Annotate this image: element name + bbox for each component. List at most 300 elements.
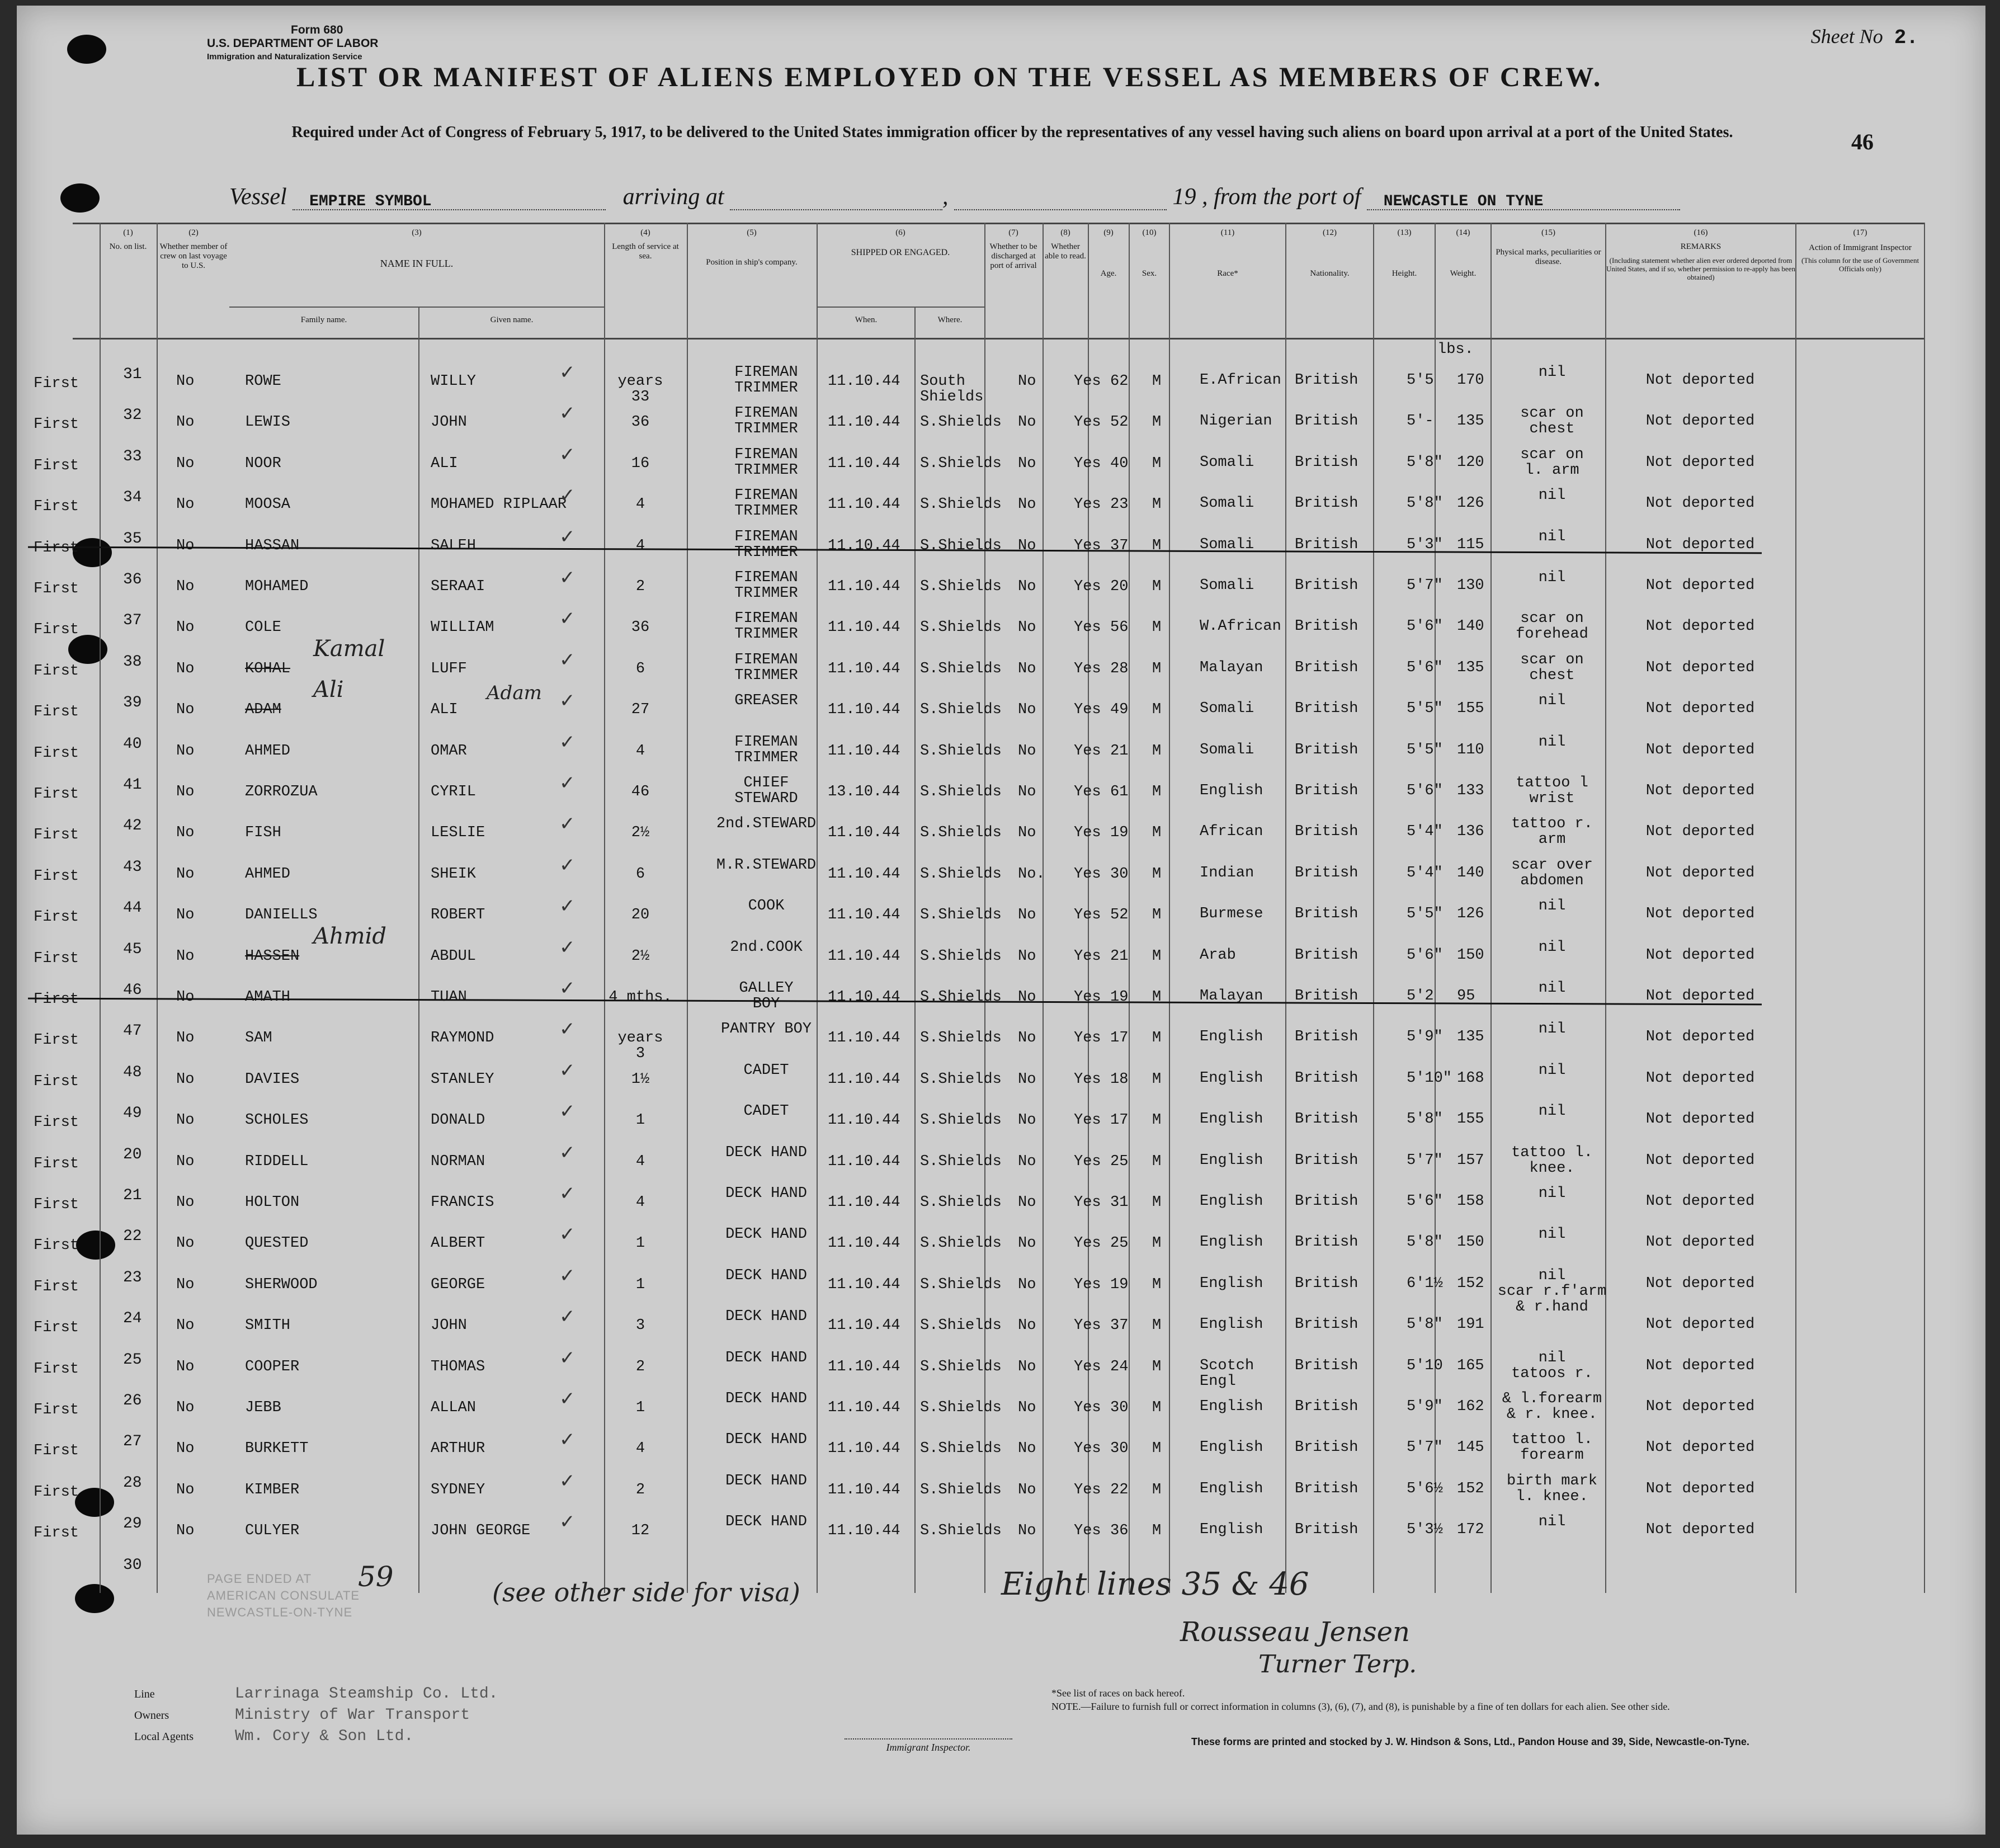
row-able-to-read: Yes bbox=[1074, 948, 1101, 965]
row-sex: M bbox=[1152, 538, 1162, 554]
row-remarks: Not deported bbox=[1645, 1275, 1755, 1292]
row-weight: 120 bbox=[1457, 454, 1484, 471]
row-shipped-when: 11.10.44 bbox=[828, 1317, 900, 1334]
row-discharge: No bbox=[1018, 784, 1036, 800]
table-row bbox=[34, 357, 1924, 406]
row-given-name: JOHN GEORGE bbox=[431, 1522, 531, 1539]
row-weight: 172 bbox=[1457, 1521, 1484, 1538]
row-race: English bbox=[1200, 1481, 1263, 1497]
row-race: English bbox=[1200, 1029, 1263, 1045]
row-physical-marks: nil bbox=[1538, 1514, 1566, 1530]
row-weight: 140 bbox=[1457, 865, 1484, 881]
row-number: 35 bbox=[123, 530, 142, 548]
row-sex: M bbox=[1152, 907, 1162, 923]
row-discharge: No bbox=[1018, 1112, 1036, 1129]
row-shipped-where: S.Shields bbox=[920, 784, 1002, 800]
row-family-name: LEWIS bbox=[245, 414, 291, 431]
row-family-name: SHERWOOD bbox=[245, 1276, 318, 1293]
row-given-name: TUAN bbox=[431, 989, 467, 1006]
row-physical-marks: nil bbox=[1538, 529, 1566, 545]
row-height: 5'6½ bbox=[1407, 1481, 1443, 1497]
row-shipped-when: 11.10.44 bbox=[828, 578, 900, 595]
handwritten-correction: Adam bbox=[487, 682, 542, 704]
row-race: English bbox=[1200, 1193, 1263, 1210]
row-race: African bbox=[1200, 823, 1263, 840]
row-first-label: First bbox=[34, 1319, 79, 1336]
row-remarks: Not deported bbox=[1645, 906, 1755, 922]
row-length-of-service: 1½ bbox=[631, 1071, 650, 1088]
row-nationality: British bbox=[1295, 906, 1359, 922]
row-number: 34 bbox=[123, 489, 142, 506]
row-number: 32 bbox=[123, 407, 142, 424]
row-shipped-where: S.Shields bbox=[920, 866, 1002, 883]
row-weight: 157 bbox=[1457, 1152, 1484, 1169]
table-row bbox=[34, 1506, 1924, 1548]
row-position: PANTRY BOY bbox=[720, 1021, 812, 1038]
row-race: English bbox=[1200, 1439, 1263, 1456]
form-number: Form 680 bbox=[291, 23, 343, 36]
row-first-label: First bbox=[34, 540, 79, 557]
row-discharge: No. bbox=[1018, 866, 1045, 883]
row-previous-voyage: No bbox=[176, 1030, 195, 1046]
row-nationality: British bbox=[1295, 742, 1359, 758]
row-previous-voyage: No bbox=[176, 619, 195, 636]
table-row bbox=[34, 973, 1924, 1014]
row-remarks: Not deported bbox=[1645, 1439, 1755, 1456]
row-number: 29 bbox=[123, 1515, 142, 1533]
row-sex: M bbox=[1152, 1153, 1162, 1170]
table-row bbox=[34, 1260, 1924, 1316]
col-header-4: (4) Length of service at sea. bbox=[612, 228, 679, 261]
handwritten-correction: Ahmid bbox=[313, 923, 386, 949]
row-previous-voyage: No bbox=[176, 1522, 195, 1539]
row-number: 30 bbox=[123, 1557, 142, 1574]
table-row bbox=[34, 850, 1924, 891]
row-race: English bbox=[1200, 782, 1263, 799]
sheet-number bbox=[1811, 25, 1918, 49]
row-height: 5'8" bbox=[1407, 1316, 1443, 1333]
row-given-name: LUFF bbox=[431, 661, 467, 677]
row-given-name: JOHN bbox=[431, 414, 467, 431]
row-position: M.R.STEWARD bbox=[716, 857, 817, 874]
row-height: 5'6" bbox=[1407, 947, 1443, 964]
check-mark-icon: ✓ bbox=[559, 1347, 576, 1369]
row-position: CHIEF STEWARD bbox=[734, 775, 798, 807]
owners-value: Ministry of War Transport bbox=[235, 1706, 470, 1724]
row-remarks: Not deported bbox=[1645, 1029, 1755, 1045]
row-physical-marks: tattoo l. knee. bbox=[1511, 1144, 1593, 1177]
row-shipped-where: S.Shields bbox=[920, 1399, 1002, 1416]
row-age: 19 bbox=[1110, 1276, 1129, 1293]
row-family-name: MOHAMED bbox=[245, 578, 309, 595]
row-discharge: No bbox=[1018, 1440, 1036, 1457]
row-physical-marks: nil scar r.f'arm & r.hand bbox=[1497, 1267, 1607, 1316]
row-nationality: British bbox=[1295, 1316, 1359, 1333]
row-first-label: First bbox=[34, 1279, 79, 1295]
vessel-label: Vessel bbox=[229, 184, 287, 210]
row-age: 37 bbox=[1110, 538, 1129, 554]
row-weight: 136 bbox=[1457, 823, 1484, 840]
row-race: Burmese bbox=[1200, 906, 1263, 922]
row-first-label: First bbox=[34, 704, 79, 720]
table-row bbox=[34, 1342, 1924, 1390]
row-given-name: MOHAMED RIPLAAR bbox=[431, 496, 567, 513]
row-shipped-where: S.Shields bbox=[920, 824, 1002, 841]
check-mark-icon: ✓ bbox=[559, 1059, 576, 1082]
row-given-name: ALBERT bbox=[431, 1235, 485, 1252]
row-family-name: ROWE bbox=[245, 373, 281, 390]
check-mark-icon: ✓ bbox=[559, 731, 576, 753]
header-rule bbox=[73, 338, 1924, 340]
row-race: Somali bbox=[1200, 536, 1254, 553]
row-shipped-where: S.Shields bbox=[920, 1153, 1002, 1170]
row-family-name: DANIELLS bbox=[245, 907, 318, 923]
row-previous-voyage: No bbox=[176, 866, 195, 883]
handwritten-signature: Rousseau Jensen bbox=[1180, 1616, 1410, 1648]
row-height: 5'2 bbox=[1407, 988, 1434, 1005]
row-age: 19 bbox=[1110, 824, 1129, 841]
check-mark-icon: ✓ bbox=[559, 1018, 576, 1040]
row-first-label: First bbox=[34, 1073, 79, 1090]
row-age: 22 bbox=[1110, 1482, 1129, 1498]
row-first-label: First bbox=[34, 1196, 79, 1213]
row-first-label: First bbox=[34, 1525, 79, 1541]
table-row bbox=[34, 677, 1924, 727]
row-race: Malayan bbox=[1200, 659, 1263, 676]
row-given-name: STANLEY bbox=[431, 1071, 494, 1088]
row-sex: M bbox=[1152, 578, 1162, 595]
row-height: 5'8" bbox=[1407, 454, 1443, 471]
row-first-label: First bbox=[34, 745, 79, 762]
row-given-name: FRANCIS bbox=[431, 1194, 494, 1211]
row-remarks: Not deported bbox=[1645, 454, 1755, 471]
row-nationality: British bbox=[1295, 1111, 1359, 1128]
row-position: FIREMAN TRIMMER bbox=[734, 610, 798, 643]
row-age: 20 bbox=[1110, 578, 1129, 595]
col-header-13: (13) Height. bbox=[1391, 228, 1417, 278]
row-remarks: Not deported bbox=[1645, 1398, 1755, 1415]
row-discharge: No bbox=[1018, 661, 1036, 677]
row-remarks: Not deported bbox=[1645, 1234, 1755, 1251]
row-weight: 162 bbox=[1457, 1398, 1484, 1415]
row-number: 26 bbox=[123, 1392, 142, 1409]
row-number: 46 bbox=[123, 982, 142, 999]
row-length-of-service: 4 bbox=[635, 743, 645, 760]
row-family-name: ZORROZUA bbox=[245, 784, 318, 800]
col-header-10: (10) Sex. bbox=[1141, 228, 1157, 278]
col-header-3: (3) NAME IN FULL. bbox=[380, 228, 454, 269]
row-family-name: SAM bbox=[245, 1030, 272, 1046]
row-able-to-read: Yes bbox=[1074, 1359, 1101, 1375]
row-weight: 158 bbox=[1457, 1193, 1484, 1210]
row-discharge: No bbox=[1018, 1235, 1036, 1252]
row-shipped-when: 11.10.44 bbox=[828, 824, 900, 841]
table-row bbox=[34, 1013, 1924, 1062]
row-position: DECK HAND bbox=[725, 1185, 807, 1202]
row-previous-voyage: No bbox=[176, 538, 195, 554]
row-weight: 191 bbox=[1457, 1316, 1484, 1333]
row-discharge: No bbox=[1018, 1030, 1036, 1046]
row-able-to-read: Yes bbox=[1074, 1317, 1101, 1334]
row-physical-marks: nil bbox=[1538, 1103, 1566, 1120]
check-mark-icon: ✓ bbox=[559, 895, 576, 917]
row-number: 22 bbox=[123, 1228, 142, 1245]
row-age: 49 bbox=[1110, 701, 1129, 718]
check-mark-icon: ✓ bbox=[559, 1265, 576, 1287]
handwritten-page-ended: 59 bbox=[358, 1561, 394, 1593]
row-able-to-read: Yes bbox=[1074, 1276, 1101, 1293]
row-remarks: Not deported bbox=[1645, 372, 1755, 389]
failure-note: NOTE.—Failure to furnish full or correct information in columns (3), (6), (7), and (8), is punishable by a fine of ten dollars for each alien. See other side. bbox=[1051, 1701, 1670, 1712]
row-number: 47 bbox=[123, 1022, 142, 1040]
row-race: English bbox=[1200, 1398, 1263, 1415]
row-discharge: No bbox=[1018, 701, 1036, 718]
row-first-label: First bbox=[34, 1156, 79, 1172]
row-length-of-service: 4 bbox=[635, 538, 645, 554]
row-weight: 135 bbox=[1457, 413, 1484, 430]
row-weight: 152 bbox=[1457, 1275, 1484, 1292]
row-number: 37 bbox=[123, 612, 142, 629]
row-height: 5'8" bbox=[1407, 495, 1443, 512]
row-length-of-service: 4 mths. bbox=[609, 989, 672, 1006]
row-able-to-read: Yes bbox=[1074, 866, 1101, 883]
row-race: English bbox=[1200, 1111, 1263, 1128]
row-race: Somali bbox=[1200, 495, 1254, 512]
row-height: 5'6" bbox=[1407, 1193, 1443, 1210]
row-shipped-when: 11.10.44 bbox=[828, 1482, 900, 1498]
row-race: English bbox=[1200, 1070, 1263, 1087]
row-family-name: FISH bbox=[245, 824, 281, 841]
row-shipped-where: S.Shields bbox=[920, 661, 1002, 677]
row-length-of-service: 1 bbox=[635, 1235, 645, 1252]
row-race: Somali bbox=[1200, 454, 1254, 471]
row-position: FIREMAN TRIMMER bbox=[734, 487, 798, 520]
row-able-to-read: Yes bbox=[1074, 414, 1101, 431]
row-remarks: Not deported bbox=[1645, 742, 1755, 758]
row-able-to-read: Yes bbox=[1074, 1112, 1101, 1129]
manifest-document bbox=[17, 6, 1985, 1835]
row-weight: 152 bbox=[1457, 1481, 1484, 1497]
row-shipped-when: 11.10.44 bbox=[828, 1440, 900, 1457]
check-mark-icon: ✓ bbox=[559, 1100, 576, 1123]
row-family-name: MOOSA bbox=[245, 496, 291, 513]
row-able-to-read: Yes bbox=[1074, 1235, 1101, 1252]
row-height: 5'10 bbox=[1407, 1357, 1443, 1374]
row-length-of-service: 4 bbox=[635, 496, 645, 513]
row-discharge: No bbox=[1018, 1317, 1036, 1334]
check-mark-icon: ✓ bbox=[559, 567, 576, 589]
row-given-name: SALEH bbox=[431, 538, 477, 554]
row-shipped-when: 11.10.44 bbox=[828, 1235, 900, 1252]
line-value: Larrinaga Steamship Co. Ltd. bbox=[235, 1685, 498, 1703]
row-height: 5'4" bbox=[1407, 823, 1443, 840]
check-mark-icon: ✓ bbox=[559, 1223, 576, 1246]
row-able-to-read: Yes bbox=[1074, 373, 1101, 390]
row-age: 61 bbox=[1110, 784, 1129, 800]
row-physical-marks: nil bbox=[1538, 487, 1566, 504]
row-shipped-where: S.Shields bbox=[920, 1194, 1002, 1211]
row-family-name: BURKETT bbox=[245, 1440, 309, 1457]
check-mark-icon: ✓ bbox=[559, 1182, 576, 1205]
table-row bbox=[34, 398, 1924, 439]
row-sex: M bbox=[1152, 784, 1162, 800]
row-physical-marks: nil bbox=[1538, 1062, 1566, 1079]
row-first-label: First bbox=[34, 663, 79, 680]
row-number: 27 bbox=[123, 1433, 142, 1450]
row-age: 21 bbox=[1110, 948, 1129, 965]
row-sex: M bbox=[1152, 824, 1162, 841]
vessel-name: EMPIRE SYMBOL bbox=[309, 193, 432, 210]
row-shipped-when: 11.10.44 bbox=[828, 1399, 900, 1416]
row-position: DECK HAND bbox=[725, 1308, 807, 1325]
row-physical-marks: tattoo l. forearm bbox=[1511, 1431, 1593, 1464]
stamp-line: PAGE ENDED AT bbox=[207, 1572, 312, 1586]
col-header-15: (15) Physical marks, peculiarities or disease. bbox=[1496, 228, 1601, 266]
row-number: 45 bbox=[123, 941, 142, 958]
row-first-label: First bbox=[34, 786, 79, 803]
row-able-to-read: Yes bbox=[1074, 619, 1101, 636]
row-given-name: ALI bbox=[431, 455, 458, 472]
row-number: 44 bbox=[123, 899, 142, 917]
row-weight: 135 bbox=[1457, 659, 1484, 676]
row-first-label: First bbox=[34, 950, 79, 967]
col-header-3b: Given name. bbox=[490, 315, 534, 324]
row-length-of-service: 1 bbox=[635, 1112, 645, 1129]
form-header bbox=[207, 23, 378, 64]
row-race: Nigerian bbox=[1200, 413, 1272, 430]
row-length-of-service: 12 bbox=[631, 1522, 650, 1539]
row-remarks: Not deported bbox=[1645, 1316, 1755, 1333]
row-physical-marks: scar on chest bbox=[1520, 652, 1584, 684]
row-remarks: Not deported bbox=[1645, 865, 1755, 881]
row-age: 17 bbox=[1110, 1112, 1129, 1129]
stamp-line: NEWCASTLE-ON-TYNE bbox=[207, 1605, 353, 1619]
sheet-label: Sheet No bbox=[1810, 25, 1883, 48]
row-age: 31 bbox=[1110, 1194, 1129, 1211]
row-able-to-read: Yes bbox=[1074, 1194, 1101, 1211]
row-height: 5'10" bbox=[1407, 1070, 1452, 1087]
row-able-to-read: Yes bbox=[1074, 701, 1101, 718]
handwritten-visa-note: (see other side for visa) bbox=[492, 1577, 800, 1607]
row-shipped-when: 11.10.44 bbox=[828, 1194, 900, 1211]
row-weight: 95 bbox=[1457, 988, 1475, 1005]
check-mark-icon: ✓ bbox=[559, 1511, 576, 1533]
from-port-label: , from the port of bbox=[1202, 184, 1361, 210]
row-position: CADET bbox=[743, 1062, 789, 1079]
row-family-name: ADAM bbox=[245, 701, 281, 718]
check-mark-icon: ✓ bbox=[559, 1429, 576, 1451]
row-family-name: HASSEN bbox=[245, 948, 300, 965]
row-family-name: COOPER bbox=[245, 1359, 300, 1375]
row-number: 23 bbox=[123, 1269, 142, 1286]
row-age: 30 bbox=[1110, 866, 1129, 883]
arriving-port-field bbox=[730, 185, 942, 210]
row-length-of-service: 20 bbox=[631, 907, 650, 923]
row-able-to-read: Yes bbox=[1074, 824, 1101, 841]
row-number: 39 bbox=[123, 694, 142, 711]
row-height: 5'6" bbox=[1407, 618, 1443, 635]
row-first-label: First bbox=[34, 1484, 79, 1501]
row-given-name: WILLY bbox=[431, 373, 477, 390]
row-given-name: JOHN bbox=[431, 1317, 467, 1334]
row-discharge: No bbox=[1018, 948, 1036, 965]
races-note: *See list of races on back hereof. bbox=[1051, 1687, 1185, 1699]
row-shipped-when: 11.10.44 bbox=[828, 948, 900, 965]
row-age: 30 bbox=[1110, 1399, 1129, 1416]
row-remarks: Not deported bbox=[1645, 1481, 1755, 1497]
table-row bbox=[34, 1178, 1924, 1219]
row-remarks: Not deported bbox=[1645, 1152, 1755, 1169]
check-mark-icon: ✓ bbox=[559, 526, 576, 548]
col-header-1: (1) No. on list. bbox=[109, 228, 147, 251]
row-weight: 150 bbox=[1457, 947, 1484, 964]
row-shipped-where: S.Shields bbox=[920, 1030, 1002, 1046]
row-length-of-service: 2½ bbox=[631, 948, 650, 965]
row-remarks: Not deported bbox=[1645, 700, 1755, 717]
row-sex: M bbox=[1152, 414, 1162, 431]
row-nationality: British bbox=[1295, 577, 1359, 594]
row-shipped-when: 11.10.44 bbox=[828, 1153, 900, 1170]
col-header-6: (6) SHIPPED OR ENGAGED. bbox=[851, 228, 950, 257]
row-previous-voyage: No bbox=[176, 661, 195, 677]
row-age: 62 bbox=[1110, 373, 1129, 390]
row-nationality: British bbox=[1295, 659, 1359, 676]
row-discharge: No bbox=[1018, 824, 1036, 841]
table-row bbox=[34, 480, 1924, 521]
row-number: 41 bbox=[123, 776, 142, 794]
row-weight: 115 bbox=[1457, 536, 1484, 553]
row-position: FIREMAN TRIMMER bbox=[734, 405, 798, 437]
row-number: 28 bbox=[123, 1474, 142, 1492]
row-position: FIREMAN TRIMMER bbox=[734, 652, 798, 684]
owners-label: Owners bbox=[134, 1709, 169, 1722]
row-age: 24 bbox=[1110, 1359, 1129, 1375]
row-previous-voyage: No bbox=[176, 1194, 195, 1211]
row-shipped-when: 11.10.44 bbox=[828, 1112, 900, 1129]
table-row bbox=[34, 1383, 1924, 1425]
table-row bbox=[34, 1219, 1924, 1260]
row-length-of-service: 2 bbox=[635, 578, 645, 595]
row-family-name: NOOR bbox=[245, 455, 281, 472]
weight-unit: lbs. bbox=[1437, 341, 1474, 358]
row-sex: M bbox=[1152, 1276, 1162, 1293]
row-nationality: British bbox=[1295, 1439, 1359, 1456]
row-first-label: First bbox=[34, 1361, 79, 1378]
table-row bbox=[34, 562, 1924, 604]
row-height: 5'8" bbox=[1407, 1234, 1443, 1251]
row-shipped-where: S.Shields bbox=[920, 948, 1002, 965]
row-shipped-when: 11.10.44 bbox=[828, 496, 900, 513]
row-position: FIREMAN TRIMMER bbox=[734, 734, 798, 766]
row-remarks: Not deported bbox=[1645, 536, 1755, 553]
row-family-name: SMITH bbox=[245, 1317, 291, 1334]
row-sex: M bbox=[1152, 948, 1162, 965]
row-age: 18 bbox=[1110, 1071, 1129, 1088]
row-previous-voyage: No bbox=[176, 701, 195, 718]
row-able-to-read: Yes bbox=[1074, 1522, 1101, 1539]
row-family-name: KOHAL bbox=[245, 661, 291, 677]
check-mark-icon: ✓ bbox=[559, 484, 576, 507]
row-length-of-service: 4 bbox=[635, 1440, 645, 1457]
row-previous-voyage: No bbox=[176, 1112, 195, 1129]
row-position: DECK HAND bbox=[725, 1514, 807, 1530]
row-height: 5'6" bbox=[1407, 659, 1443, 676]
row-sex: M bbox=[1152, 619, 1162, 636]
row-weight: 126 bbox=[1457, 906, 1484, 922]
row-nationality: British bbox=[1295, 1029, 1359, 1045]
col-header-3a: Family name. bbox=[300, 315, 347, 324]
row-remarks: Not deported bbox=[1645, 577, 1755, 594]
